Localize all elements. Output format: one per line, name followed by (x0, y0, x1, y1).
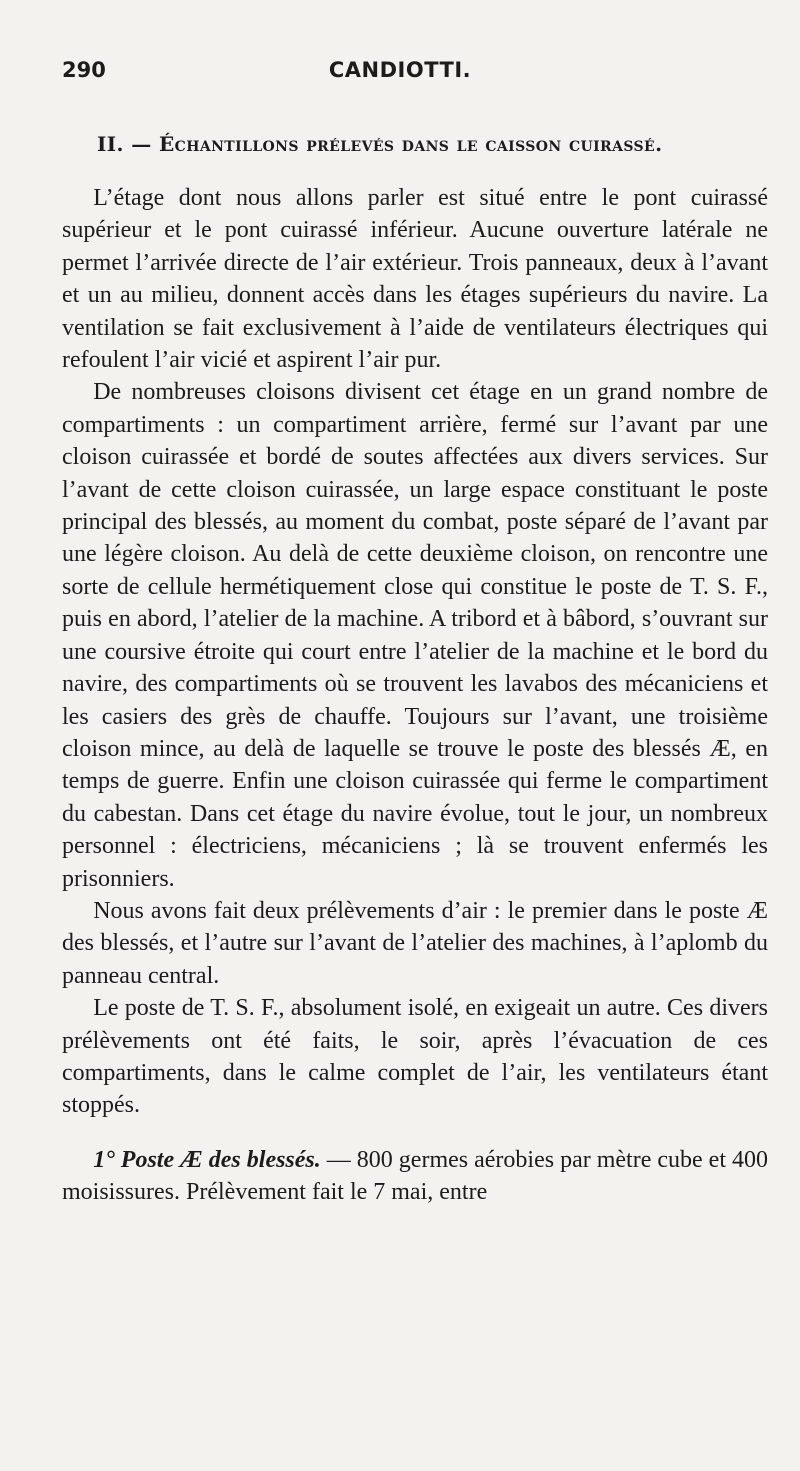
paragraph: Le poste de T. S. F., absolument isolé, en exigeait un autre. Ces divers prélèvements ont été faits, le soir, après l’évacuation de ces compartiments, dans le calme complet de l’air, les ventilateurs étant stoppés. (62, 995, 768, 1119)
section-numeral: II. (97, 132, 124, 156)
section-dash: — (131, 132, 152, 156)
page-number: 290 (62, 58, 106, 82)
running-header (62, 58, 738, 98)
body-text (62, 182, 768, 1209)
paragraph: L’étage dont nous allons parler est situé entre le pont cuirassé supérieur et le pont cuirassé inférieur. Aucune ouverture latérale ne permet l’arrivée directe de l’air extérieur. Trois panneaux, deux à l’avant et un au milieu, donnent accès dans les étages supérieurs du navire. La ventilation se fait exclusivement à l’aide de ventilateurs électriques qui refoulent l’air vicié et aspirent l’air pur. (62, 185, 768, 374)
paragraph: Nous avons fait deux prélèvements d’air : le premier dans le poste Æ des blessés, et l’autre sur l’avant de l’atelier des machines, à l’aplomb du panneau central. (62, 897, 768, 989)
paragraph: De nombreuses cloisons divisent cet étage en un grand nombre de compartiments : un compartiment arrière, fermé sur l’avant par une cloison cuirassée et bordé de soutes affectées aux divers services. Sur l’avant de cette cloison cuirassée, un large espace constituant le poste principal des blessés, au moment du combat, poste séparé de l’avant par une légère cloison. Au delà de cette deuxième cloison, on rencontre une sorte de cellule hermétiquement close qui constitue le poste de T. S. F., puis en abord, l’atelier de la machine. A tribord et à bâbord, s’ouvrant sur une coursive étroite qui court entre l’atelier de la machine et le bord du navire, des compartiments où se trouvent les lavabos des mécaniciens et les casiers des grès de chauffe. Toujours sur l’avant, une troisième cloison mince, au delà de laquelle se trouve le poste des blessés Æ, en temps de guerre. Enfin une cloison cuirassée qui ferme le compartiment du cabestan. Dans cet étage du navire évolue, tout le jour, un nombreux personnel : électriciens, mécaniciens ; là se trouvent enfermés les prisonniers. (62, 379, 768, 892)
running-title: CANDIOTTI. (328, 58, 472, 82)
result-item (62, 1144, 768, 1209)
section-heading (97, 132, 760, 156)
section-title: Échantillons prélevés dans le caisson cuirassé. (159, 132, 663, 156)
result-item-label: 1° Poste Æ des blessés. (93, 1146, 321, 1173)
result-item-text: — 800 germes aérobies par mètre cube et 400 moisissures. Prélèvement fait le 7 mai, entre (62, 1146, 768, 1206)
